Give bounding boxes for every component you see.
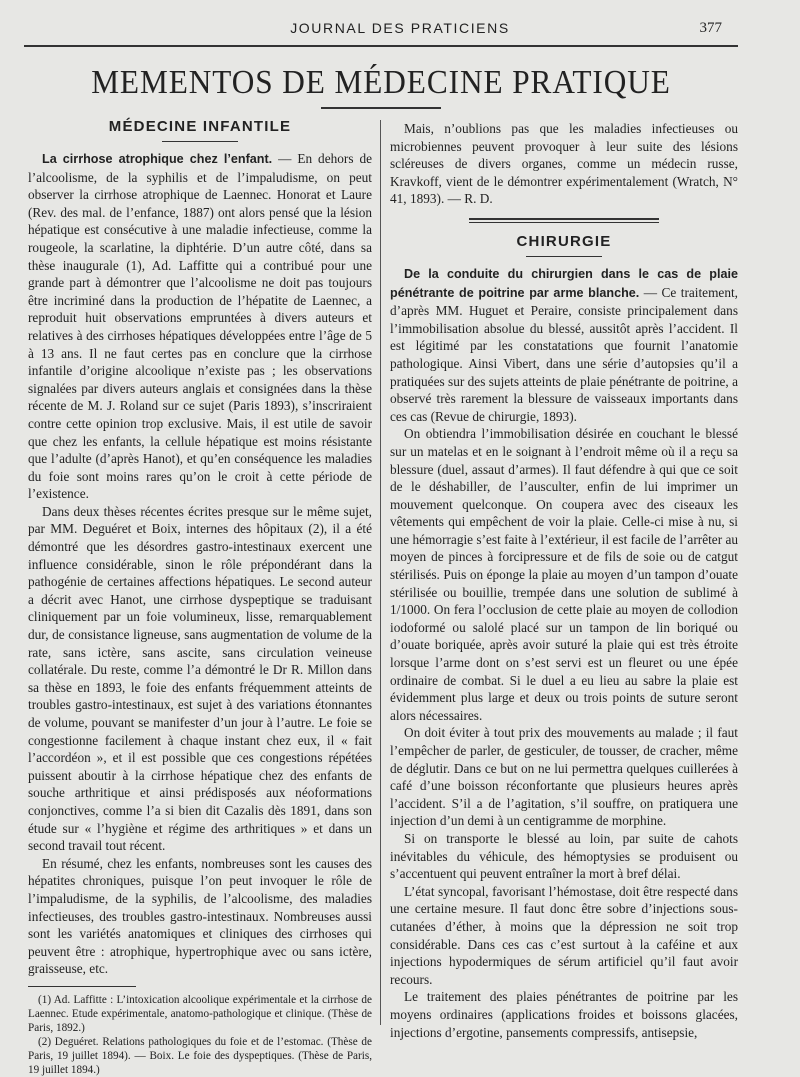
footnote-rule bbox=[28, 986, 136, 987]
article-plaie-paragraph-1 bbox=[390, 265, 738, 425]
paragraph-body: — En dehors de l’alcoolisme, de la syphilis et de l’impaludisme, on peut observer la cirrhose atrophique de Laennec. Honorat et Laure (Rev. des mal. de l’enfance, 1887) ont alors pensé que la lésion hépatique est consécutive à une maladie infectieuse, comme la rougeole, la scarlatine, la diphtérie. D’un autre côté, dans sa thèse inaugurale (1), Ad. Laffitte qui a contribué pour une grande part à démontrer que l’alcoolisme ne doit pas toujours être incriminé dans la production de l’hépatite de Laennec, a reproduit huit observations empruntées à divers auteurs et relatives à des cirrhoses hépatiques développées entre l’âge de 5 à 13 ans. Il ne faut certes pas en conclure que la cirrhose infantile d’origine alcoolique n’existe pas ; les observations signalées par divers auteurs anglais et consignées dans la thèse récente de M. J. Roland sur ce sujet (Paris 1893), s’inscriraient contre cette opinion trop exclusive. Mais, il est utile de savoir que chez les enfants, la cellule hépatique est moins résistante que l’adulte (d’après Hanot), et qu’en conséquence les maladies du foie sont moins rares qu’on le croit à cette période de l’existence. bbox=[28, 151, 372, 502]
footnote-1: (1) Ad. Laffitte : L’intoxication alcoolique expérimentale et la cirrhose de Laennec. Etude expérimentale, anatomo-pathologique et clinique. (Thèse de Paris, 1892.) bbox=[28, 993, 372, 1034]
journal-title: JOURNAL DES PRATICIENS bbox=[290, 20, 510, 36]
left-column bbox=[28, 118, 372, 1077]
paragraph-body: — Ce traitement, d’après MM. Huguet et Peraire, consiste principalement dans l’immobilisation absolue du blessé, aussitôt après l’accident. Il est légitimé par les constatations que fournit l’anatomie pathologique. Ainsi Vibert, dans une série d’autopsies qu’il a pratiquées sur des sujets atteints de plaie pénétrante de poitrine, a observé très rarement la blessure de vaisseaux importants dans ces cas (Revue de chirurgie, 1893). bbox=[390, 284, 738, 424]
page-title: MEMENTOS DE MÉDECINE PRATIQUE bbox=[91, 64, 671, 101]
separator-rule-thick bbox=[469, 218, 659, 220]
article-cirrhose-paragraph-2: Dans deux thèses récentes écrites presque sur le même sujet, par MM. Deguéret et Boix, internes des hôpitaux (2), il a été démontré que les désordres gastro-intestinaux exercent une influence considérable, sinon le rôle prépondérant dans la pathogénie de certaines affections hépatiques. Le second auteur a décrit avec Hanot, une cirrhose dyspeptique se traduisant cliniquement par un foie volumineux, lisse, remarquablement dur, de consistance ligneuse, sans augmentation de volume de la rate, sans ictère, sans ascite, sans circulation veineuse collatérale. Du reste, comme l’a démontré le Dr R. Millon dans sa thèse en 1893, le foie des enfants fréquemment atteints de troubles gastro-intestinaux, est sujet à des variations étonnantes de volume, pouvant se manifester d’un jour à l’autre. Le foie se congestionne facilement à chaque instant chez eux, il « fait l’accordéon », et il est possible que ces congestions répétées puissent aboutir à la cirrhose hépatique chez des enfants de souche arthritique et ainsi prédisposés aux néoformations conjonctives, comme l’a si bien dit Cazalis dès 1891, dans son étude sur « l’hygiène et régime des arthritiques » et dans un second travail tout récent. bbox=[28, 503, 372, 854]
section-rule bbox=[526, 256, 602, 257]
article-cirrhose-paragraph-3: En résumé, chez les enfants, nombreuses sont les causes des hépatites chroniques, puisque l’on peut invoquer le rôle de l’impaludisme, de la syphilis, de l’alcoolisme, des maladies infectieuses, des troubles gastro-intestinaux. Nombreuses aussi sont les variétés anatomiques et cliniques des cirrhoses qui peuvent être : atrophique, hypertrophique avec ou sans ictère, graisseuse, etc. bbox=[28, 855, 372, 977]
page-number: 377 bbox=[699, 20, 722, 36]
article-lead-title: La cirrhose atrophique chez l’enfant. bbox=[42, 152, 273, 166]
article-plaie-paragraph-3: On doit éviter à tout prix des mouvements au malade ; il faut l’empêcher de parler, de gesticuler, de tousser, de cracher, même de déglutir. Dans ce but on ne lui permettra quelques cuillerées à café d’une boisson réconfortante que plusieurs heures après l’accident. S’il a de l’agitation, s’il souffre, on pratiquera une injection d’un demi à un centigramme de morphine. bbox=[390, 725, 738, 829]
title-rule bbox=[321, 107, 441, 109]
section-heading-chirurgie: CHIRURGIE bbox=[516, 232, 612, 250]
header-rule bbox=[24, 45, 738, 47]
article-continuation-paragraph: Mais, n’oublions pas que les maladies infectieuses ou microbiennes peuvent provoquer à leur suite des lésions scléreuses de divers organes, comme un médecin russe, Kravkoff, vient de le démontrer expérimentalement (Wratch, N° 41, 1893). — R. D. bbox=[390, 121, 738, 207]
column-divider bbox=[380, 120, 381, 1025]
article-plaie-paragraph-5: L’état syncopal, favorisant l’hémostase, doit être respecté dans une certaine mesure. Il faut donc être sobre d’injections sous-cutanées d’éther, à moins que la dépression ne soit trop considérable. Dans ces cas c’est surtout à la caféine et aux injections hypodermiques de sérum artificiel qu’il faut avoir recours. bbox=[390, 883, 738, 987]
article-cirrhose-paragraph-1 bbox=[28, 150, 372, 503]
section-separator bbox=[469, 218, 659, 223]
section-rule bbox=[162, 141, 238, 142]
running-header bbox=[0, 20, 800, 44]
right-column bbox=[390, 120, 738, 1041]
article-lead-title: De la conduite du chirurgien dans le cas de plaie pénétrante de poitrine par arme blanche. bbox=[390, 266, 738, 300]
article-plaie-paragraph-6: Le traitement des plaies pénétrantes de poitrine par les moyens ordinaires (applications froides et boissons glacées, injections d’ergotine, pansements compressifs, antisepsie, bbox=[390, 989, 738, 1040]
footnote-2: (2) Deguéret. Relations pathologiques du foie et de l’estomac. (Thèse de Paris, 19 juillet 1894). — Boix. Le foie des dyspeptiques. (Thèse de Paris, 19 juillet 1894.) bbox=[28, 1035, 372, 1076]
article-plaie-paragraph-4: Si on transporte le blessé au loin, par suite de cahots inévitables du véhicule, des hémoptysies se produisent ou s’accentuent qui peuvent entraîner la mort à bref délai. bbox=[390, 830, 738, 882]
article-plaie-paragraph-2: On obtiendra l’immobilisation désirée en couchant le blessé sur un matelas et en le soignant à l’endroit même où il a reçu sa blessure (duel, assaut d’armes). Il faut défendre à qui que ce soit de le déshabiller, de l’ausculter, enfin de lui imprimer un mouvement quelconque. On coupera avec des ciseaux les vêtements qui empêchent de voir la plaie. Celle-ci mise à nu, si une hémorragie s’est faite à l’extérieur, il est facile de l’arrêter au moyen de pinces à forcipressure et de fils de soie ou de catgut stérilisés. Puis on éponge la plaie au moyen d’un tampon d’ouate stérilisée ou bouillie, trempée dans une solution de sublimé à 1/1000. On fera l’occlusion de cette plaie au moyen de collodion iodoformé ou salolé placé sur un tampon de lin boriqué ou d’ouate boriquée, après avoir suturé la plaie qui est très étroite lorsque l’arme dont on s’est servi est un fleuret ou une épée ordinaire de combat. Si le duel a eu lieu au sabre la plaie est évidemment plus large et deux ou trois points de suture seront alors nécessaires. bbox=[390, 426, 738, 723]
section-heading-medecine-infantile: MÉDECINE INFANTILE bbox=[108, 118, 292, 135]
separator-rule-thin bbox=[469, 222, 659, 223]
